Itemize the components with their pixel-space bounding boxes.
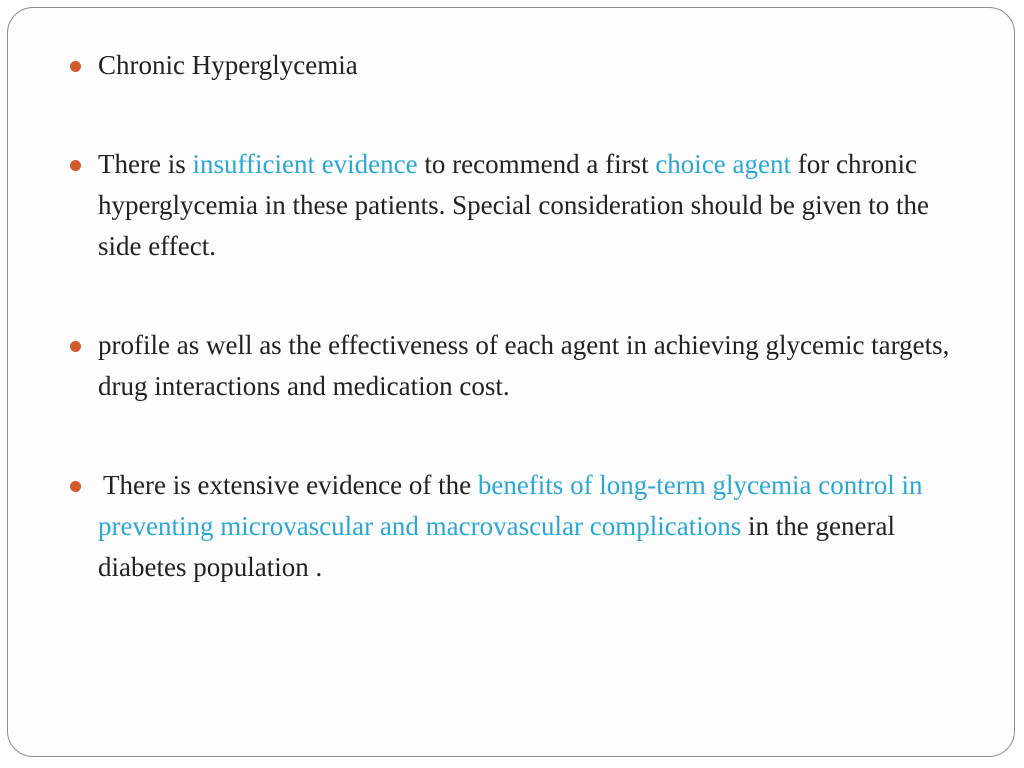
bullet-text: There is extensive evidence of the	[103, 470, 478, 500]
bullet-dot-icon	[70, 61, 81, 72]
bullet-item	[98, 45, 968, 86]
bullet-text: Chronic Hyperglycemia	[98, 50, 358, 80]
bullet-text: There is	[98, 149, 193, 179]
bullet-list	[8, 8, 1014, 756]
bullet-text: for chronic hyperglycemia in these patients. Special consideration should be given to the side effect.	[98, 149, 930, 261]
bullet-item	[98, 325, 968, 407]
bullet-dot-icon	[70, 160, 81, 171]
bullet-text: to recommend a first	[417, 149, 656, 179]
highlight-text: benefits of long-term glycemia control in preventing microvascular and macrovascular complications	[98, 470, 923, 541]
bullet-text: in the general diabetes population .	[98, 511, 895, 582]
bullet-item	[98, 144, 968, 267]
bullet-text: profile as well as the effectiveness of each agent in achieving glycemic targets, drug interactions and medication cost.	[98, 330, 950, 401]
bullet-dot-icon	[70, 341, 81, 352]
bullet-item	[98, 465, 968, 588]
highlight-text: choice agent	[655, 149, 792, 179]
slide-frame	[7, 7, 1015, 757]
bullet-dot-icon	[70, 481, 81, 492]
highlight-text: insufficient evidence	[192, 149, 418, 179]
